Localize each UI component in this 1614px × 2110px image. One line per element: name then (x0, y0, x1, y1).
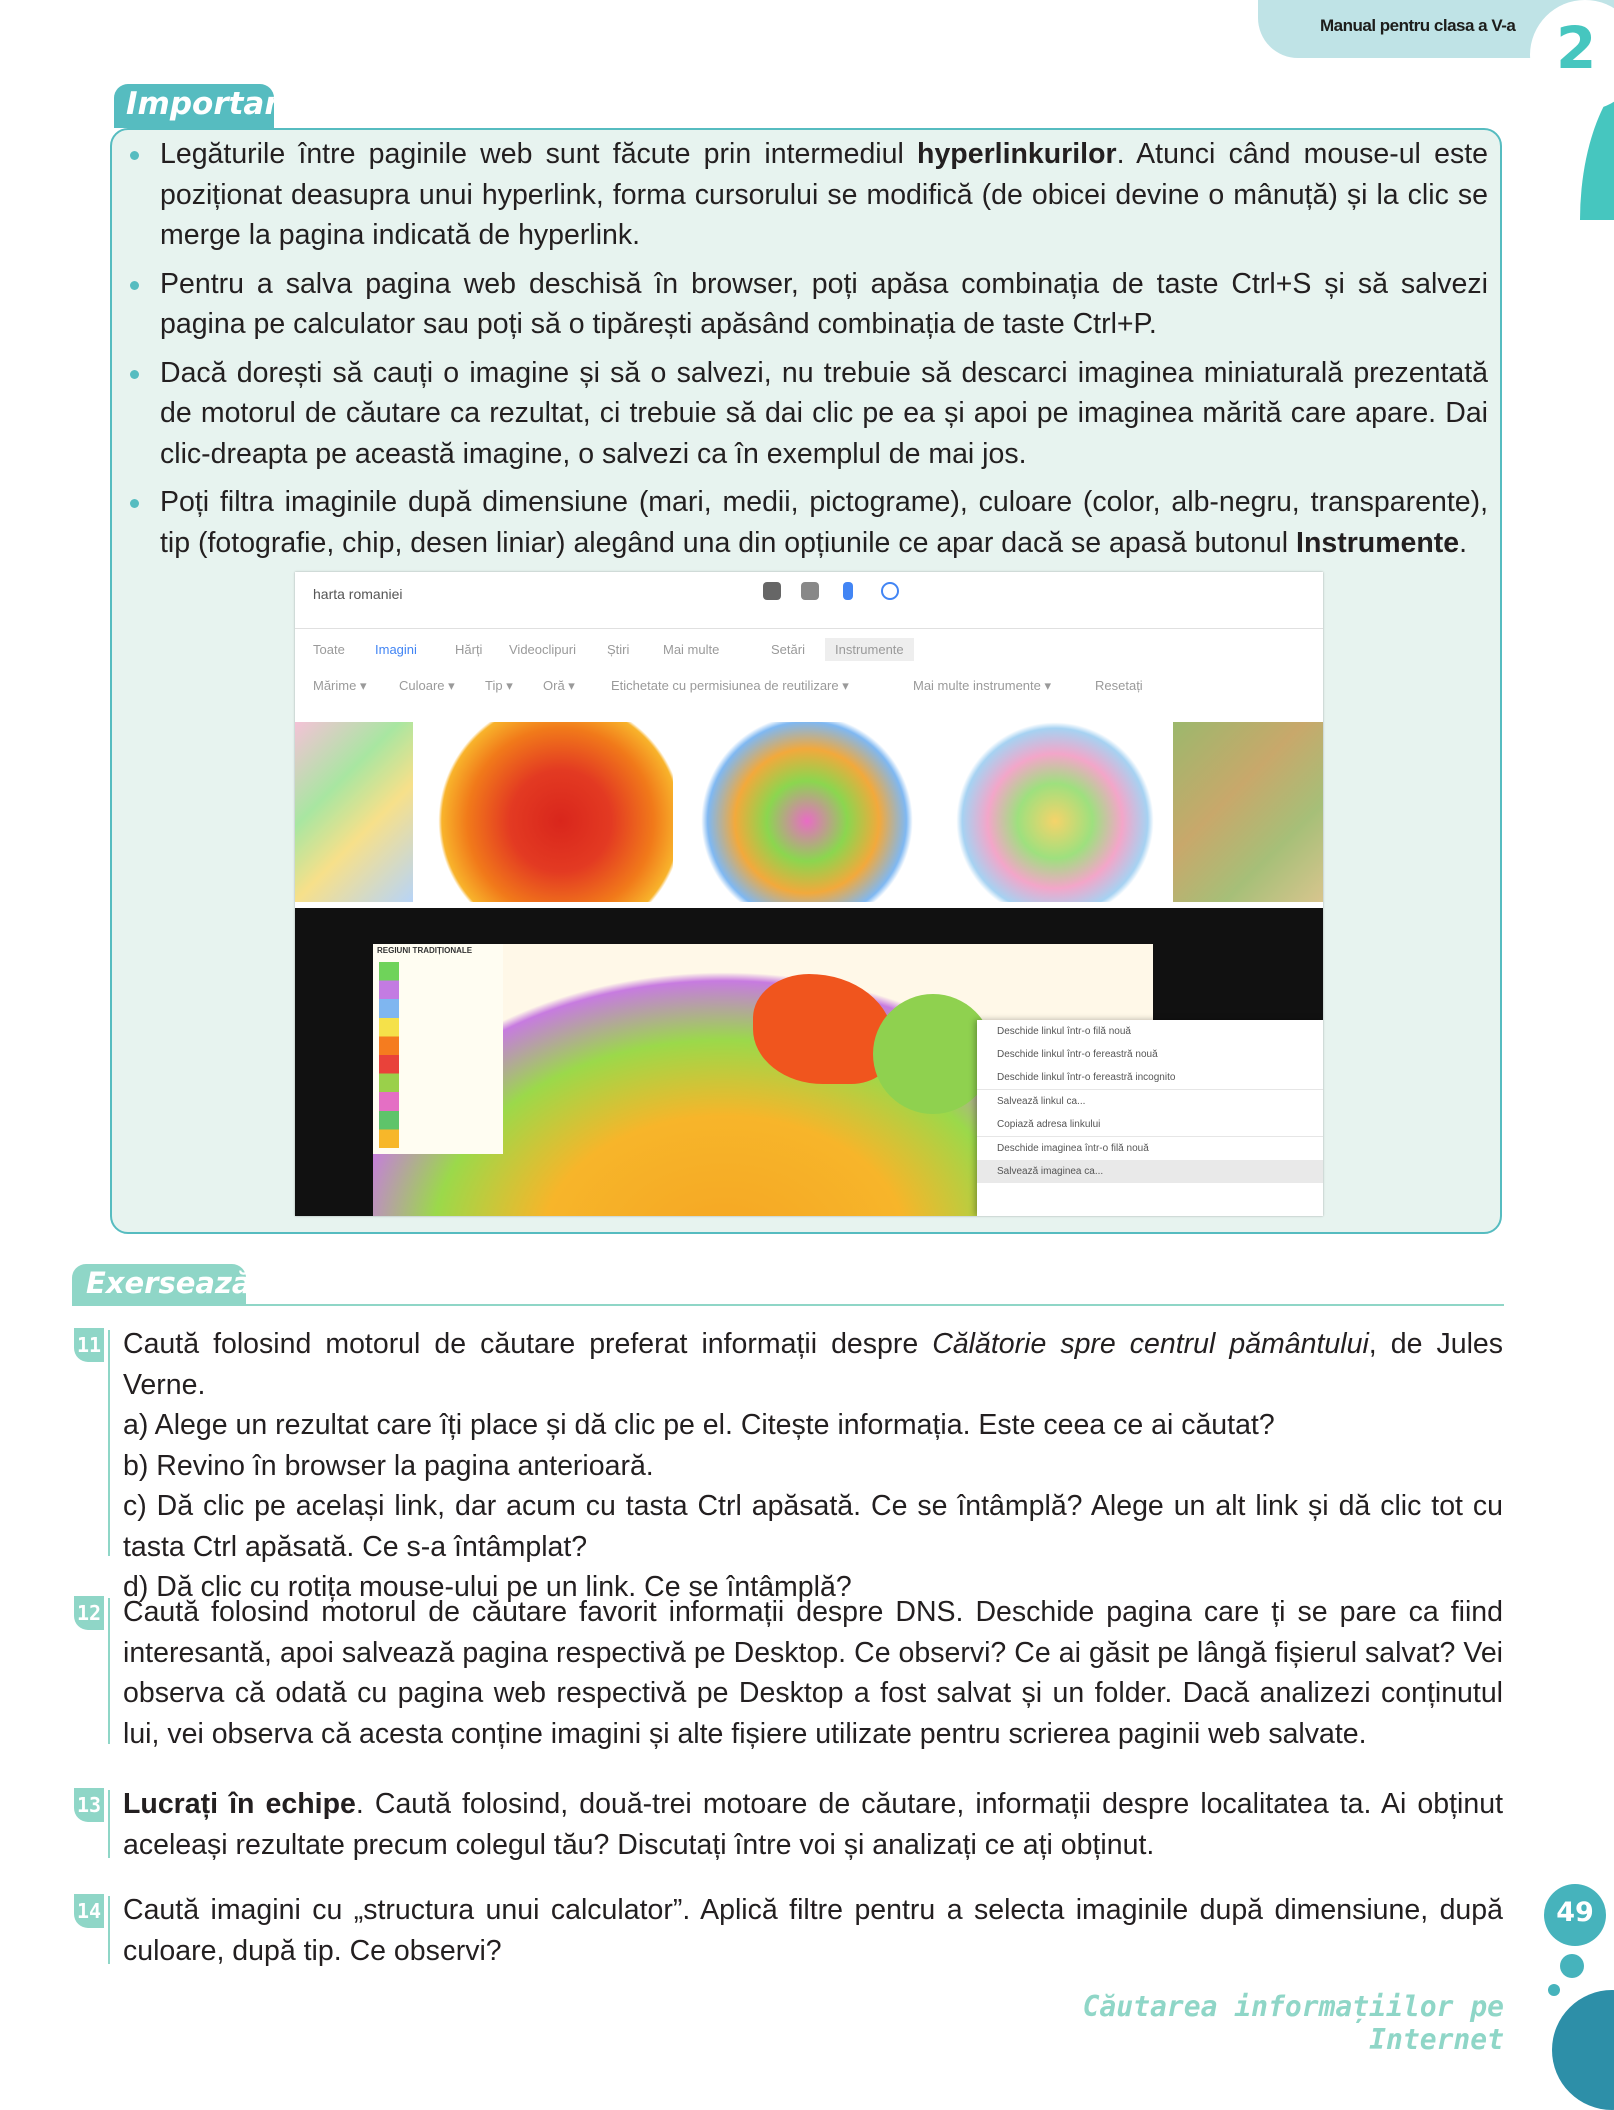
tab-more: Mai multe (663, 642, 720, 657)
tool-more: Mai multe instrumente ▾ (913, 678, 1052, 693)
exercise-line: a) Alege un rezultat care îți place și dă clic pe el. Citește informația. Este ceea ce ai căutat? (123, 1409, 1275, 1441)
divider (295, 628, 1323, 629)
important-bullet (128, 134, 1488, 256)
important-bullet (128, 482, 1488, 563)
chapter-number: 2 (1556, 14, 1597, 82)
tool-reset: Resetați (1095, 678, 1143, 693)
exercise-line (123, 1784, 1503, 1865)
important-label: Important (126, 86, 302, 122)
tool-license: Etichetate cu permisiunea de reutilizare ▾ (611, 678, 849, 693)
keyboard-icon (801, 582, 819, 600)
line-text: , de Jules Verne. (123, 1328, 1503, 1401)
tools-button: Instrumente (825, 638, 914, 661)
context-menu-item: Copiază adresa linkului (997, 1119, 1101, 1130)
tab-news: Știri (607, 642, 630, 657)
exercise-number: 12 (74, 1596, 104, 1630)
exercise-bar (108, 1790, 110, 1858)
manual-title: Manual pentru clasa a V-a (1320, 16, 1516, 35)
bullet-dot-icon (130, 370, 139, 379)
decorative-dot (1548, 1984, 1560, 1996)
tab-videos: Videoclipuri (509, 642, 576, 657)
exercise-bar (108, 1330, 110, 1556)
important-bullet (128, 353, 1488, 475)
exercise-number: 11 (74, 1328, 104, 1362)
bullet-text: Legăturile între paginile web sunt făcute prin intermediul (160, 138, 918, 170)
exercise-line: d) Dă clic cu rotița mouse-ului pe un link. Ce se întâmplă? (123, 1571, 852, 1603)
important-bullet-list (128, 134, 1488, 571)
search-query: harta romaniei (313, 586, 403, 602)
chapter-title: Căutarea informațiilor pe Internet (1082, 1990, 1504, 2056)
exerseaza-divider (72, 1304, 1504, 1306)
exercise-bar (108, 1598, 110, 1744)
map-thumbnail (943, 722, 1167, 902)
search-screenshot (295, 572, 1323, 1216)
tab-settings: Setări (771, 642, 805, 657)
exercise-line: c) Dă clic pe același link, dar acum cu tasta Ctrl apăsată. Ce se întâmplă? Alege un alt link și dă clic tot cu tasta Ctrl apăsată. Ce s-a întâmplat? (123, 1490, 1503, 1563)
bullet-text: Dacă dorești să cauți o imagine și să o salvezi, nu trebuie să descarci imaginea miniaturală prezentată de motorul de căutare ca rezultat, ci trebuie să dai clic pe ea și apoi pe imaginea mărită care apare. Dai clic-dreapta pe această imagine, o salvezi ca în exemplul de mai jos. (160, 356, 1488, 470)
corner-decoration (1552, 1990, 1614, 2110)
exercise-number: 13 (74, 1788, 104, 1822)
bullet-text: Poți filtra imaginile după dimensiune (mari, medii, pictograme), culoare (color, alb-negru, transparente), tip (fotografie, chip, desen liniar) alegând una din opțiunile ce apar dacă se apasă butonul (160, 486, 1488, 559)
exercise-bar (108, 1896, 110, 1964)
context-menu-item: Deschide linkul într-o fereastră nouă (997, 1049, 1158, 1060)
bold-lead: Lucrați în echipe (123, 1788, 356, 1820)
exercise-number: 14 (74, 1894, 104, 1928)
tab-maps: Hărți (455, 642, 483, 657)
bullet-text: Pentru a salva pagina web deschisă în browser, poți apăsa combinația de taste Ctrl+S și să salvezi pagina pe calculator sau poți să o tipărești apăsând combinația de taste Ctrl+P. (160, 267, 1488, 340)
tool-color: Culoare ▾ (399, 678, 455, 693)
book-title: Călătorie spre centrul pământului (932, 1328, 1369, 1360)
camera-icon (763, 582, 781, 600)
exercise-11 (123, 1324, 1503, 1608)
bullet-dot-icon (130, 499, 139, 508)
map-thumbnail (423, 722, 673, 902)
exercise-line: Caută folosind motorul de căutare favorit informații despre DNS. Deschide pagina care ți se pare ca fiind interesantă, apoi salvează pagina respectivă pe Desktop. Ce observi? Ce ai găsit pe lângă fișierul salvat? Vei observa că odată cu pagina web respectivă pe Desktop a fost salvat și un folder. Dacă analizezi conținutul lui, vei observa că acesta conține imagini și alte fișiere utilizate pentru scrierea paginii web salvate. (123, 1596, 1503, 1750)
tool-time: Oră ▾ (543, 678, 575, 693)
map-thumbnail (295, 722, 413, 902)
context-menu-item-save-image: Salvează imaginea ca... (977, 1160, 1323, 1183)
line-text: . Caută folosind, două-trei motoare de căutare, informații despre localitatea ta. Ai obținut aceleași rezultate precum colegul tău? Discutați între voi și analizați ce ați obținut. (123, 1788, 1503, 1861)
page-number: 49 (1556, 1897, 1594, 1928)
exercise-12 (123, 1592, 1503, 1754)
exercise-line: Caută imagini cu „structura unui calculator”. Aplică filtre pentru a selecta imaginile după dimensiune, după culoare, după tip. Ce observi? (123, 1894, 1503, 1967)
tab-all: Toate (313, 642, 345, 657)
tab-images: Imagini (375, 642, 417, 657)
line-text: Caută folosind motorul de căutare preferat informații despre (123, 1328, 933, 1360)
search-icon (881, 582, 899, 600)
exercise-line: b) Revino în browser la pagina anterioară. (123, 1449, 654, 1482)
context-menu-item: Deschide linkul într-o filă nouă (997, 1026, 1131, 1037)
bullet-dot-icon (130, 281, 139, 290)
bullet-bold: Instrumente (1296, 526, 1460, 559)
context-menu-item: Deschide linkul într-o fereastră incognito (997, 1072, 1176, 1083)
exercise-13 (123, 1784, 1503, 1865)
map-thumbnail (1173, 722, 1323, 902)
bullet-text: . Atunci când mouse-ul este poziționat deasupra unui hyperlink, forma cursorului se modifică (de obicei devine o mânuță) și la clic se merge la pagina indicată de hyperlink. (160, 138, 1488, 251)
map-thumbnail (681, 722, 933, 902)
important-bullet (128, 264, 1488, 345)
microphone-icon (843, 582, 853, 600)
map-legend-title: REGIUNI TRADIȚIONALE (377, 946, 473, 955)
bullet-dot-icon (130, 151, 139, 160)
decorative-dot (1560, 1954, 1584, 1978)
exerseaza-label: Exersează! (86, 1266, 265, 1300)
context-menu-item: Salvează linkul ca... (977, 1089, 1323, 1113)
tool-type: Tip ▾ (485, 678, 513, 693)
exercise-14 (123, 1890, 1503, 1971)
bullet-bold: hyperlinkurilor (917, 138, 1117, 170)
bullet-text: . (1459, 526, 1468, 559)
tool-size: Mărime ▾ (313, 678, 367, 693)
context-menu-item: Deschide imaginea într-o filă nouă (977, 1136, 1323, 1160)
exercise-line (123, 1324, 1503, 1405)
context-menu (977, 1020, 1323, 1216)
